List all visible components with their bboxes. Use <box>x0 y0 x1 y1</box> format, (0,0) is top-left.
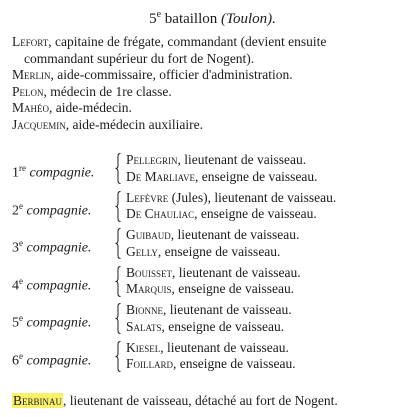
detached-officer-text: , lieutenant de vaisseau, détaché au fort de Nogent. <box>63 393 338 408</box>
curly-brace-icon <box>115 191 121 222</box>
company-block-4 <box>12 264 417 299</box>
heading-word: bataillon <box>164 11 218 27</box>
company-suffix: re <box>19 163 26 173</box>
company-suffix: e <box>19 200 23 211</box>
officer-entry <box>126 281 301 298</box>
company-word: compagnie. <box>26 240 92 256</box>
company-number: 2 <box>12 203 19 219</box>
page-heading <box>0 6 417 28</box>
officer-entry <box>126 356 296 373</box>
officer-name: Marquis <box>126 281 172 296</box>
officer-role: , enseigne de vaisseau. <box>161 318 285 334</box>
staff-entry-4 <box>12 117 417 134</box>
company-block-6 <box>12 339 417 374</box>
officer-name: Gelly <box>126 243 158 259</box>
officer-role: (Jules), lieutenant de vaisseau. <box>168 189 337 205</box>
officer-role: , enseigne de vaisseau. <box>157 243 281 259</box>
company-label <box>12 235 91 257</box>
officer-name: Bouisset <box>126 264 173 280</box>
officer-entry <box>126 152 318 169</box>
heading-location: (Toulon). <box>221 11 276 27</box>
highlighted-name: Berbinau <box>13 393 63 408</box>
company-label <box>12 273 91 295</box>
officer-list <box>126 302 292 335</box>
officer-role: , enseigne de vaisseau. <box>171 281 295 296</box>
company-label <box>12 348 91 370</box>
company-number: 3 <box>12 240 19 256</box>
staff-text: , médecin de 1re classe. <box>43 83 172 99</box>
company-number: 5 <box>12 315 19 331</box>
officer-role: , lieutenant de vaisseau. <box>163 302 292 317</box>
staff-entry-0 <box>12 34 417 51</box>
officer-entry <box>126 169 318 186</box>
officer-name: Lefèvre <box>126 189 169 205</box>
company-word: compagnie. <box>26 203 92 219</box>
staff-text: , aide-commissaire, officier d'administration. <box>50 67 293 82</box>
company-word: compagnie. <box>26 315 92 331</box>
company-suffix: e <box>19 275 23 286</box>
company-block-2 <box>12 189 417 224</box>
company-number: 1 <box>12 165 19 181</box>
company-word: compagnie. <box>26 353 92 369</box>
staff-name: Mahéo <box>12 100 49 115</box>
officer-name: Salats <box>126 318 162 334</box>
officer-name: De Chauliac <box>126 206 195 221</box>
officer-list <box>126 265 301 298</box>
company-label <box>12 310 91 332</box>
officer-name: Bionne <box>126 302 163 317</box>
company-label <box>12 198 91 220</box>
company-suffix: e <box>19 350 23 361</box>
company-word: compagnie. <box>29 165 95 181</box>
company-suffix: e <box>19 313 23 323</box>
staff-list <box>12 34 417 133</box>
staff-entry-2 <box>12 84 417 101</box>
staff-name: Jacquemin <box>12 116 66 132</box>
staff-text: , aide-médecin. <box>49 100 132 115</box>
curly-brace-icon <box>115 266 121 297</box>
officer-entry <box>126 302 292 319</box>
officer-list <box>126 152 318 185</box>
company-block-5 <box>12 301 417 336</box>
officer-entry <box>126 190 336 207</box>
staff-text: , capitaine de frégate, commandant (devient ensuite <box>48 34 327 49</box>
officer-role: , lieutenant de vaisseau. <box>160 339 289 355</box>
officer-list <box>126 340 296 373</box>
officer-entry <box>126 244 299 261</box>
officer-name: Pellegrin <box>126 152 178 167</box>
officer-role: , enseigne de vaisseau. <box>194 168 318 184</box>
officer-role: , lieutenant de vaisseau. <box>172 264 301 280</box>
company-number: 4 <box>12 278 19 294</box>
officer-entry <box>126 227 299 244</box>
officer-role: , enseigne de vaisseau. <box>194 206 317 221</box>
staff-name: Merlin <box>12 67 51 82</box>
company-suffix: e <box>19 238 23 248</box>
staff-name: Pelon <box>12 83 44 99</box>
officer-list <box>126 190 336 223</box>
company-list <box>12 151 417 376</box>
curly-brace-icon <box>115 228 121 259</box>
detached-officer-line <box>12 393 338 410</box>
officer-entry <box>126 265 301 282</box>
officer-entry <box>126 206 336 223</box>
company-label <box>12 160 94 182</box>
officer-list <box>126 227 299 260</box>
heading-ordinal-suffix: e <box>156 9 162 20</box>
curly-brace-icon <box>115 153 121 184</box>
staff-entry-1 <box>12 67 417 84</box>
officer-role: , lieutenant de vaisseau. <box>177 152 307 167</box>
curly-brace-icon <box>115 341 121 372</box>
staff-name: Lefort <box>12 34 49 49</box>
officer-role: , enseigne de vaisseau. <box>173 356 296 371</box>
heading-number: 5 <box>149 11 157 27</box>
company-number: 6 <box>12 353 19 369</box>
staff-text: , aide-médecin auxiliaire. <box>65 116 203 132</box>
officer-name: Kiesel <box>126 339 161 355</box>
staff-entry-3 <box>12 100 417 117</box>
curly-brace-icon <box>115 303 121 334</box>
staff-entry-0-continuation: commandant supérieur du fort de Nogent). <box>24 50 255 66</box>
company-block-3 <box>12 226 417 261</box>
company-word: compagnie. <box>26 278 92 294</box>
company-block-1 <box>12 151 417 186</box>
officer-name: Guibaud <box>126 227 171 242</box>
officer-role: , lieutenant de vaisseau. <box>170 227 300 242</box>
officer-entry <box>126 319 292 336</box>
officer-name: De Marliave <box>126 168 195 184</box>
officer-name: Foillard <box>126 356 174 371</box>
officer-entry <box>126 340 296 357</box>
